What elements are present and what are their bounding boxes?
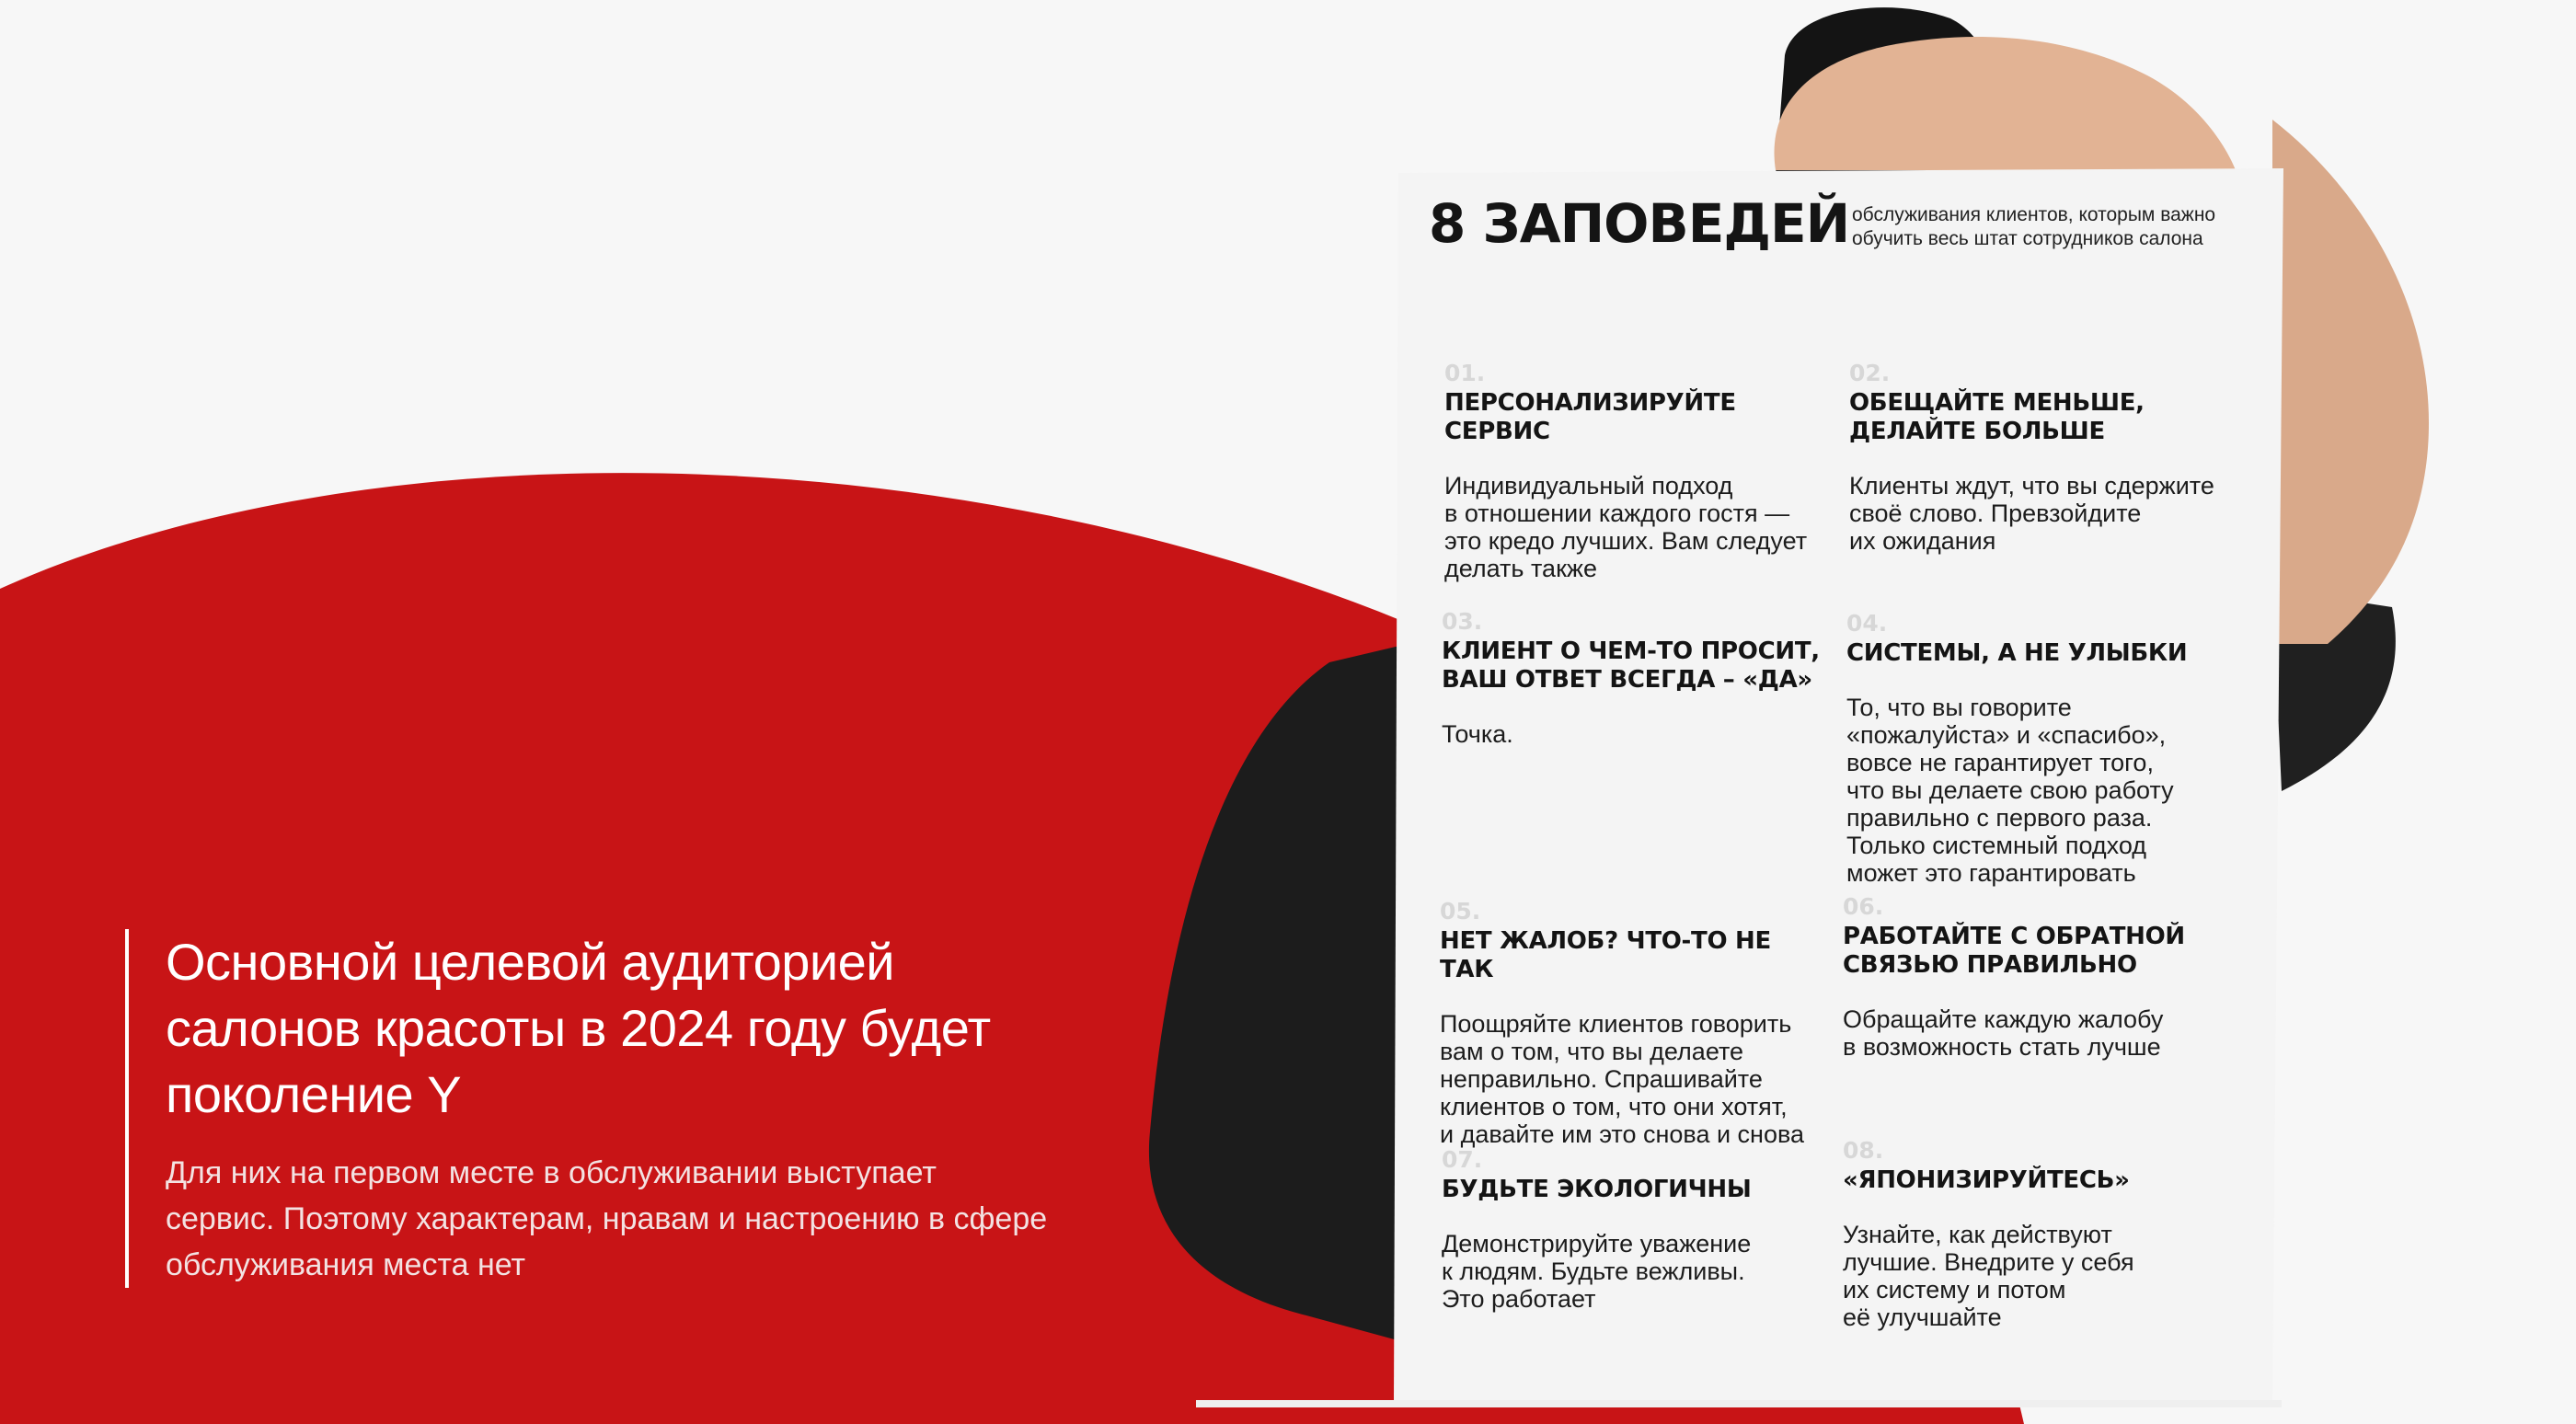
item-number: 04.: [1846, 610, 1888, 637]
item-heading: РАБОТАЙТЕ С ОБРАТНОЙ СВЯЗЬЮ ПРАВИЛЬНО: [1843, 923, 2185, 979]
item-heading: ПЕРСОНАЛИЗИРУЙТЕ СЕРВИС: [1444, 389, 1736, 445]
item-number: 06.: [1843, 893, 1884, 920]
commandment-item: [1440, 898, 1826, 1148]
item-body: Точка.: [1442, 720, 1513, 748]
item-body: Демонстрируйте уважение к людям. Будьте вежливы. Это работает: [1442, 1230, 1752, 1313]
item-heading: КЛИЕНТ О ЧЕМ-ТО ПРОСИТ, ВАШ ОТВЕТ ВСЕГДА – «ДА»: [1442, 637, 1820, 694]
lead-text: Для них на первом месте в обслуживании выступает сервис. Поэтому характерам, нравам и настроению в сфере обслуживания места нет: [166, 1155, 1048, 1282]
commandment-item: [1846, 610, 2233, 887]
commandment-item: [1442, 1146, 1828, 1313]
item-heading: «ЯПОНИЗИРУЙТЕСЬ»: [1843, 1166, 2130, 1194]
item-number: 01.: [1444, 360, 1486, 386]
item-number: 08.: [1843, 1137, 1884, 1164]
item-heading: ОБЕЩАЙТЕ МЕНЬШЕ, ДЕЛАЙТЕ БОЛЬШЕ: [1849, 389, 2145, 445]
commandment-item: [1442, 608, 1828, 748]
item-heading: БУДЬТЕ ЭКОЛОГИЧНЫ: [1442, 1176, 1752, 1203]
commandment-item: [1444, 360, 1831, 582]
item-number: 02.: [1849, 360, 1891, 386]
item-body: Обращайте каждую жалобу в возможность стать лучше: [1843, 1005, 2164, 1061]
item-number: 07.: [1442, 1146, 1483, 1173]
person-arm: [2272, 120, 2429, 644]
item-heading: СИСТЕМЫ, А НЕ УЛЫБКИ: [1846, 639, 2188, 667]
item-body: Индивидуальный подход в отношении каждого гостя — это кредо лучших. Вам следует делать также: [1444, 472, 1808, 582]
item-body: Узнайте, как действуют лучшие. Внедрите у себя их систему и потом её улучшайте: [1843, 1221, 2134, 1331]
poster-title: 8 ЗАПОВЕДЕЙ: [1429, 192, 1850, 255]
lead-block: [125, 929, 1196, 1288]
poster-subtitle: обслуживания клиентов, которым важно обучить весь штат сотрудников салона: [1852, 204, 2216, 249]
lead-title: Основной целевой аудиторией салонов красоты в 2024 году будет поколение Y: [166, 933, 991, 1123]
item-number: 03.: [1442, 608, 1483, 635]
item-body: Поощряйте клиентов говорить вам о том, что вы делаете неправильно. Спрашивайте клиентов о том, что они хотят, и давайте им это снова и снова: [1440, 1010, 1805, 1148]
commandment-item: [1849, 360, 2236, 555]
item-number: 05.: [1440, 898, 1481, 924]
commandment-item: [1843, 1137, 2229, 1331]
item-body: То, что вы говорите «пожалуйста» и «спасибо», вовсе не гарантирует того, что вы делаете свою работу правильно с первого раза. Только системный подход может это гарантировать: [1846, 694, 2174, 887]
commandment-item: [1843, 893, 2229, 1061]
item-heading: НЕТ ЖАЛОБ? ЧТО-ТО НЕ ТАК: [1440, 927, 1771, 983]
poster: [1394, 168, 2282, 1406]
item-body: Клиенты ждут, что вы сдержите своё слово. Превзойдите их ожидания: [1849, 472, 2214, 555]
